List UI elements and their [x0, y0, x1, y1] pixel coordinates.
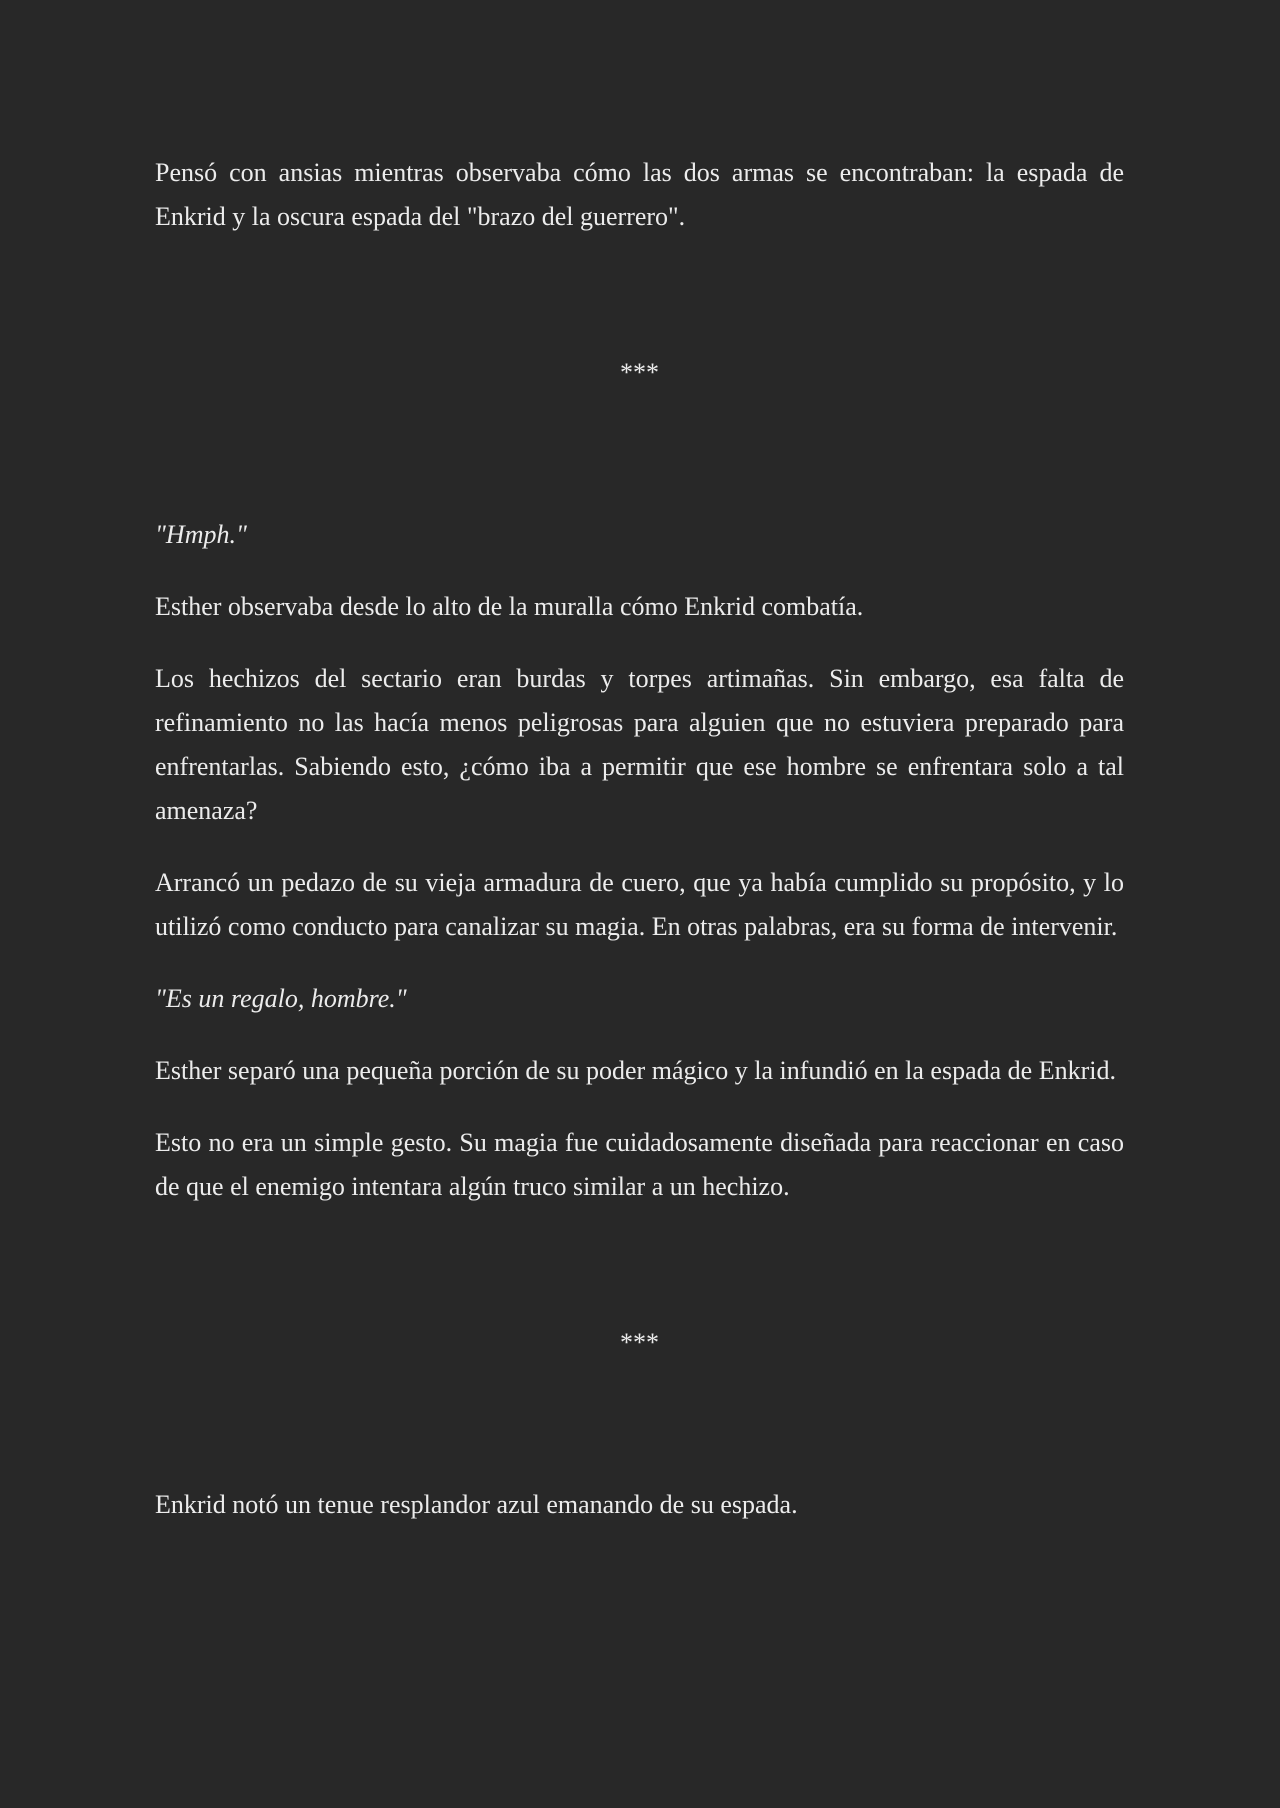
paragraph: Esther observaba desde lo alto de la muralla cómo Enkrid combatía.: [155, 592, 864, 621]
paragraph: Pensó con ansias mientras observaba cómo las dos armas se encontraban: la espada de Enkrid y la oscura espada del "brazo del guerrero".: [155, 158, 1124, 231]
scene-separator: ***: [620, 358, 659, 387]
paragraph: Los hechizos del sectario eran burdas y torpes artimañas. Sin embargo, esa falta de refinamiento no las hacía menos peligrosas para alguien que no estuviera preparado para enfrentarlas. Sabiendo esto, ¿cómo iba a permitir que ese hombre se enfrentara solo a tal amenaza?: [155, 664, 1124, 825]
dialogue: "Es un regalo, hombre.": [155, 984, 407, 1013]
paragraph: Esto no era un simple gesto. Su magia fue cuidadosamente diseñada para reaccionar en caso de que el enemigo intentara algún truco similar a un hechizo.: [155, 1128, 1124, 1201]
scene-separator: ***: [620, 1328, 659, 1357]
dialogue: "Hmph.": [155, 520, 247, 549]
paragraph: Arrancó un pedazo de su vieja armadura de cuero, que ya había cumplido su propósito, y lo utilizó como conducto para canalizar su magia. En otras palabras, era su forma de intervenir.: [155, 868, 1124, 941]
chapter-text: [155, 151, 1124, 1555]
paragraph: Enkrid notó un tenue resplandor azul emanando de su espada.: [155, 1490, 798, 1519]
paragraph: Esther separó una pequeña porción de su poder mágico y la infundió en la espada de Enkrid.: [155, 1056, 1116, 1085]
